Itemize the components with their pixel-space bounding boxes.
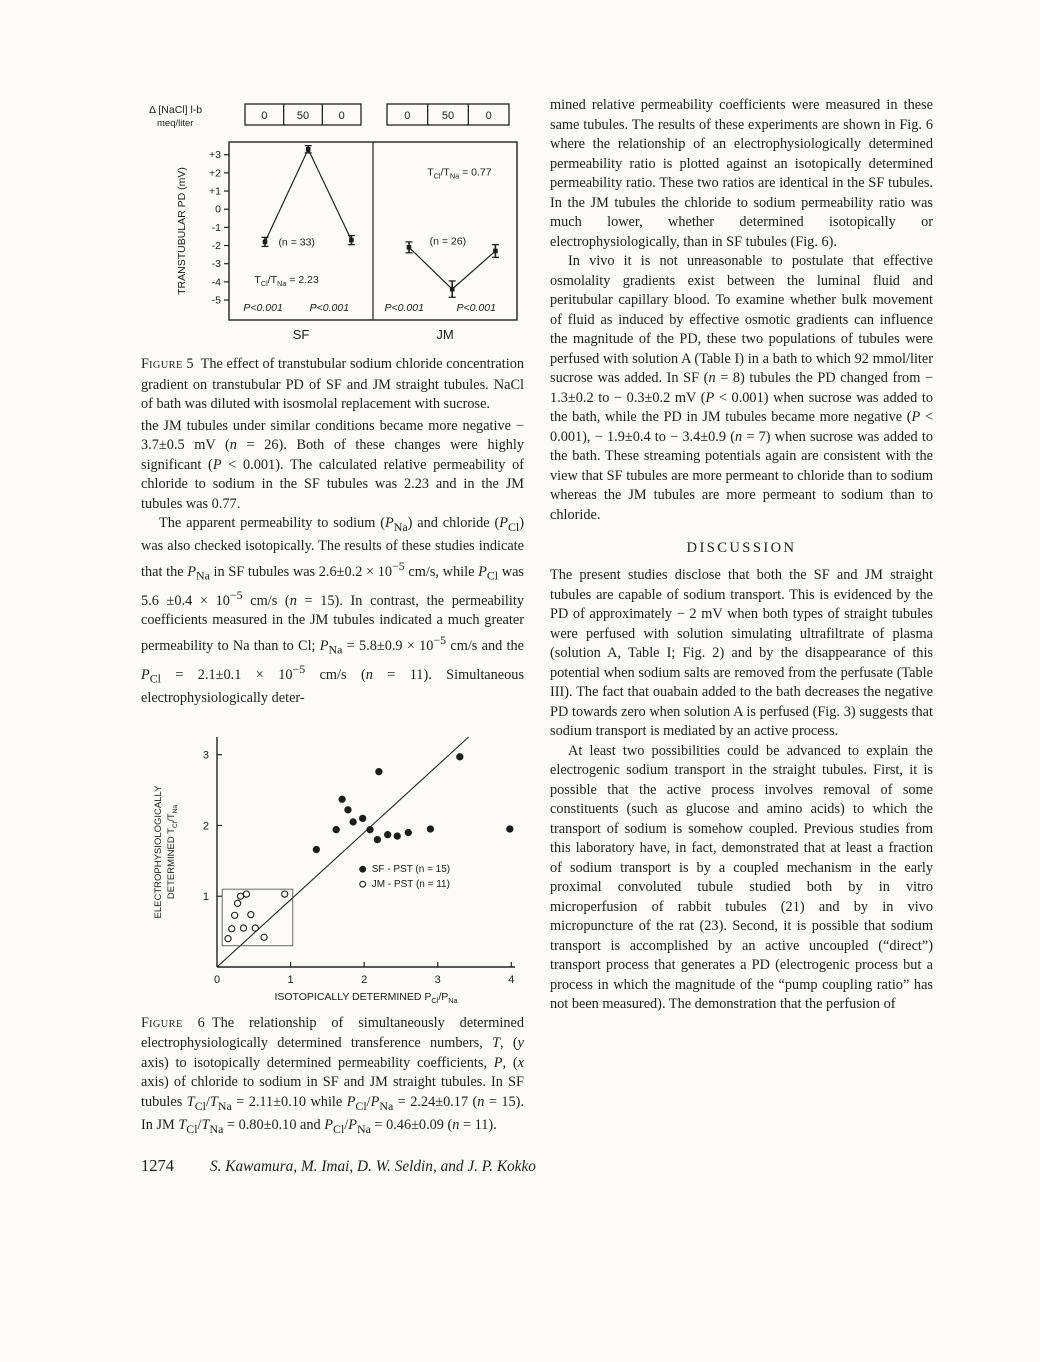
svg-text:P<0.001: P<0.001 xyxy=(243,301,283,314)
svg-text:TCl​/TNa​ = 2.23: $T_{Cl}/T_{Na} = 2.23$ xyxy=(254,273,319,288)
body-paragraph: mined relative permeability coefficients were measured in these same tubules. The results of these experiments are shown in Fig. 6 where the relationship of an electrophysiologically determined permeability ratio is plotted against an isotopically determined permeability ratio. These two ratios are identical in the SF tubules. In the JM tubules the chloride to sodium permeability ratio was much lower, whether determined isotopically or electrophysiologically, than in SF tubules (Fig. 6). xyxy=(550,97,933,250)
body-paragraph: At least two possibilities could be advanced to explain the electrogenic sodium transport in the straight tubules. First, it is possible that the active process involves removal of some constituents (such as glucose and amino acids) to which the transport of sodium is somehow coupled. Previous studies from this laboratory have, in fact, demonstrated that at least a fraction of sodium transport is by a coupled mechanism in the early proximal convoluted tubule studied both by in vitro microperfusion of rabbit tubules (21) and by in vivo micropuncture of the rat (23). Second, it is possible that sodium transport is accomplished by an active uncoupled (“direct”) transport process that generates a PD (electrogenic process but a process in which the magnitude of the “pump coupling ratio” has not been measured). The demonstration that the perfusion of xyxy=(550,742,933,1012)
svg-text:DETERMINED TCl​/TNa​: DETERMINED $T_{Cl}/T_{Na}$ xyxy=(166,804,179,899)
svg-text:0: 0 xyxy=(261,110,268,122)
body-paragraph: the JM tubules under similar conditions became more negative − 3.7±0.5 mV (n = 26). Both of these changes were highly significant (P < 0.001). The calculated relative permeability of chloride to sodium in the SF tubules was 2.23 and in the JM tubules was 0.77. xyxy=(141,417,525,512)
svg-text:ISOTOPICALLY DETERMINED PCl​/P: ISOTOPICALLY DETERMINED $P_{Cl}/P_{Na}$ xyxy=(274,990,458,1005)
svg-text:4: 4 xyxy=(508,973,515,986)
svg-text:ELECTROPHYSIOLOGICALLY: ELECTROPHYSIOLOGICALLY xyxy=(153,785,164,918)
svg-text:meq/liter: meq/liter xyxy=(157,118,194,129)
page-footer xyxy=(141,1156,536,1176)
svg-text:SF: SF xyxy=(292,327,310,342)
figure6-caption: FIGURE 6 The relationship of simultaneously determined electrophysiologically determined transference numbers, T, (y axis) to isotopically determined permeability coefficients, P, (x axis) of chloride to sodium in SF and JM straight tubules. In SF tubules $T_{Cl}/T_{Na} = 2.11\pm 0.10$ while $P_{Cl}/P_{Na} = 2.24\pm 0.17$ (n = 15). In JM $T_{Cl}/T_{Na} = 0.80\pm 0.10$ and $P_{Cl}/P_{Na} = 0.46\pm 0.09$ (n = 11). xyxy=(141,1014,525,1136)
svg-text:P<0.001: P<0.001 xyxy=(384,301,424,314)
svg-text:Δ [NaCl] l-b: Δ [NaCl] l-b xyxy=(149,104,203,116)
body-paragraph: The present studies disclose that both the SF and JM straight tubules are capable of sodium transport. This is evidenced by the PD of approximately − 2 mV when both types of straight tubules were perfused with solution simulating ultrafiltrate of plasma (solution A, Table I; Fig. 2) and by the disappearance of this potential when sodium salts are removed from the perfusate (Table III). The fact that ouabain added to the bath decreases the negative PD towards zero when solution A is perfused (Fig. 3) suggests that sodium transport is mediated by an active process. xyxy=(550,567,933,739)
body-paragraph: The apparent permeability to sodium $(P_{Na})$ and chloride $(P_{Cl})$ was also checked isotopically. The results of these studies indicate that the $P_{Na}$ in SF tubules was $2.6\pm 0.2 \times 10^{-5}$ cm/s, while $P_{Cl}$ was $5.6 \pm 0.4 \times 10^{-5}$ cm/s (n = 15). In contrast, the permeability coefficients measured in the JM tubules indicated a much greater permeability to Na than to Cl; $P_{Na} = 5.8\pm 0.9 \times 10^{-5}$ cm/s and the $P_{Cl} = 2.1\pm 0.1 \times 10^{-5}$ cm/s (n = 11). Simultaneous electrophysiologically deter- xyxy=(141,515,525,706)
svg-text:P<0.001: P<0.001 xyxy=(309,301,350,314)
svg-text:0: 0 xyxy=(404,110,411,122)
svg-text:1: 1 xyxy=(202,890,209,903)
svg-text:JM: JM xyxy=(436,327,454,342)
svg-text:0: 0 xyxy=(338,110,345,122)
svg-text:50: 50 xyxy=(296,110,310,122)
figure5 xyxy=(143,96,524,355)
svg-text:+2: +2 xyxy=(209,167,221,180)
svg-text:0: 0 xyxy=(485,110,492,122)
svg-text:TRANSTUBULAR PD (mV): TRANSTUBULAR PD (mV) xyxy=(176,167,188,295)
svg-text:TCl​/TNa​ = 0.77: $T_{Cl}/T_{Na} = 0.77$ xyxy=(427,166,492,181)
footer-authors: S. Kawamura, M. Imai, D. W. Seldin, and J. P. Kokko xyxy=(210,1158,536,1175)
figure5-chart xyxy=(143,96,529,350)
left-column xyxy=(141,96,524,1139)
discussion-heading: DISCUSSION xyxy=(686,540,797,556)
svg-text:3: 3 xyxy=(202,749,209,762)
right-column xyxy=(550,96,933,1139)
page-number: 1274 xyxy=(141,1156,174,1175)
svg-text:-5: -5 xyxy=(211,294,221,307)
svg-text:-4: -4 xyxy=(211,276,221,289)
two-column-layout xyxy=(141,96,933,1139)
svg-text:(n = 33): (n = 33) xyxy=(278,236,315,249)
svg-text:-1: -1 xyxy=(211,221,221,234)
svg-text:0: 0 xyxy=(213,973,221,986)
figure6 xyxy=(143,721,524,1014)
svg-text:50: 50 xyxy=(441,110,455,122)
svg-text:2: 2 xyxy=(202,819,209,832)
svg-text:1: 1 xyxy=(287,973,294,986)
svg-text:SF - PST (n = 15): SF - PST (n = 15) xyxy=(371,863,451,875)
svg-text:JM - PST (n = 11): JM - PST (n = 11) xyxy=(371,878,450,890)
svg-text:3: 3 xyxy=(434,973,441,986)
svg-text:2: 2 xyxy=(361,973,368,986)
svg-text:(n = 26): (n = 26) xyxy=(429,235,467,248)
svg-text:0: 0 xyxy=(215,203,221,216)
figure5-caption: FIGURE 5 The effect of transtubular sodium chloride concentration gradient on transtubular PD of SF and JM straight tubules. NaCl of bath was diluted with isosmolal replacement with sucrose. xyxy=(141,356,524,412)
svg-text:+3: +3 xyxy=(209,149,221,162)
body-paragraph: In vivo it is not unreasonable to postulate that effective osmolality gradients exist between the luminal fluid and peritubular capillary blood. To examine whether bulk movement of fluid as induced by effective osmotic gradients can influence the magnitude of the PD, these two populations of tubules were perfused with solution A (Table I) in a bath to which 92 mmol/liter sucrose was added. In SF (n = 8) tubules the PD changed from − 1.3±0.2 to − 0.3±0.2 mV (P < 0.001) when sucrose was added to the bath, while the PD in JM tubules became more negative (P < 0.001), − 1.9±0.4 to − 3.4±0.9 (n = 7) when sucrose was added to the bath. These streaming potentials again are consistent with the view that SF tubules are more permeant to chloride than to sodium whereas the JM tubules are more permeant to sodium than to chloride. xyxy=(550,253,934,523)
svg-text:+1: +1 xyxy=(209,185,221,198)
svg-text:-2: -2 xyxy=(211,240,221,253)
svg-text:-3: -3 xyxy=(211,258,221,271)
figure6-chart xyxy=(143,721,535,1009)
svg-text:P<0.001: P<0.001 xyxy=(456,301,496,314)
